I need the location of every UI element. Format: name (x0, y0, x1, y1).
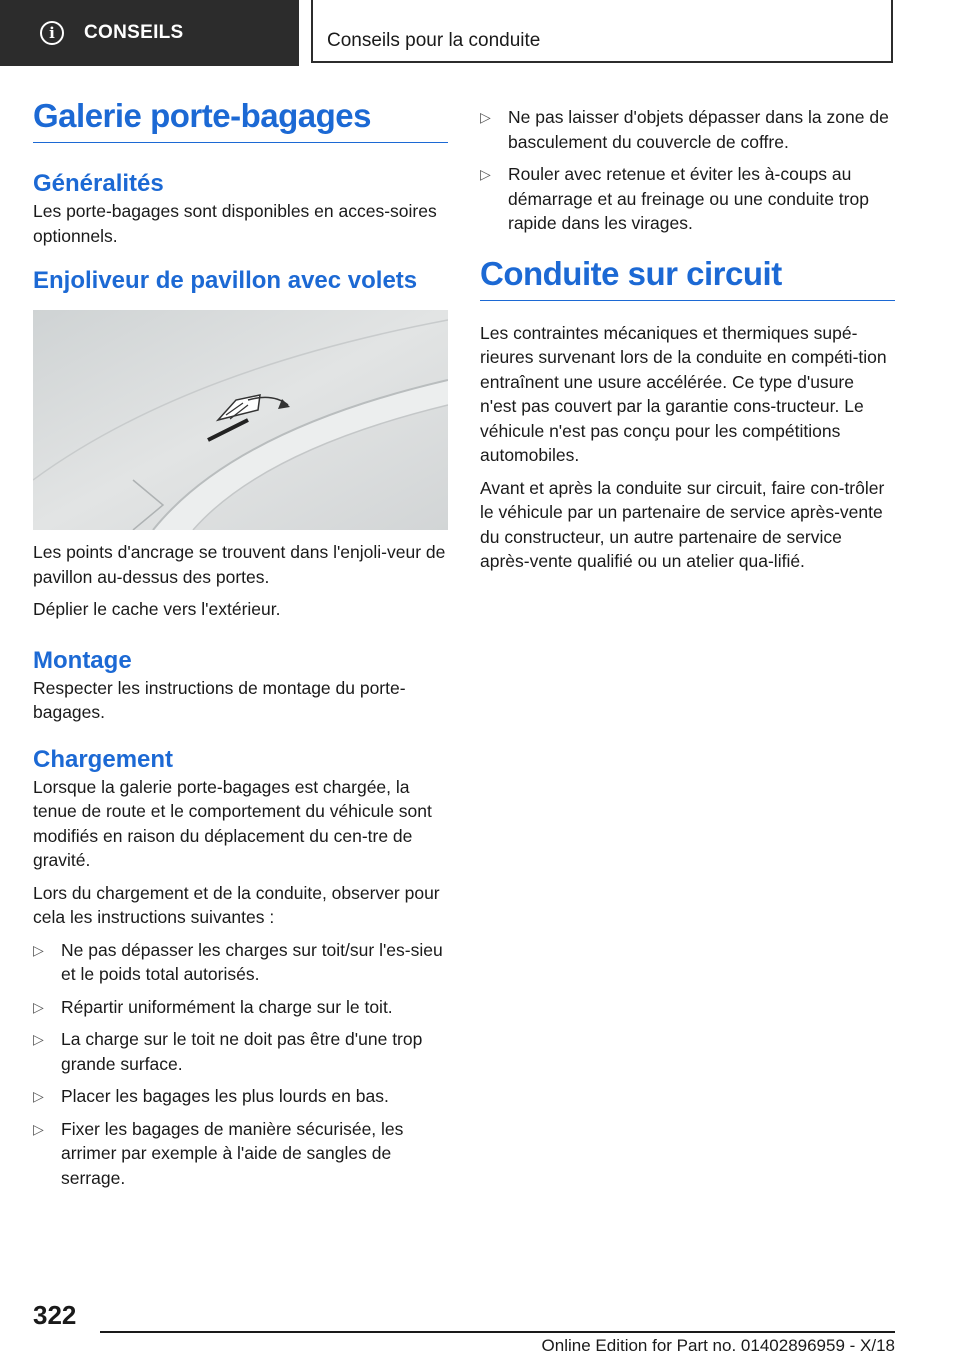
triangle-bullet-icon: ▷ (33, 1031, 44, 1047)
heading-generalites: Généralités (33, 170, 164, 197)
list-item: ▷ La charge sur le toit ne doit pas être d'une trop grande surface. (33, 1029, 423, 1074)
heading-enjoliveur: Enjoliveur de pavillon avec volets (33, 267, 418, 294)
enjoliveur-text-2: Déplier le cache vers l'extérieur. (33, 599, 281, 619)
list-item: ▷ Ne pas dépasser les charges sur toit/sur l'es-sieu et le poids total autorisés. (33, 939, 443, 984)
triangle-bullet-icon: ▷ (480, 166, 491, 182)
heading-conduite-circuit: Conduite sur circuit (480, 254, 895, 301)
heading-chargement: Chargement (33, 745, 174, 773)
footer-edition: Online Edition for Part no. 01402896959 - X/18 (541, 1336, 895, 1355)
header-section: Conseils pour la conduite (311, 0, 893, 63)
triangle-bullet-icon: ▷ (33, 941, 44, 958)
triangle-bullet-icon: ▷ (480, 109, 491, 125)
list-item: ▷ Ne pas laisser d'objets dépasser dans la zone de basculement du couvercle de coffre. (480, 107, 889, 152)
chargement-bullet-list (33, 938, 448, 1191)
header-category: CONSEILS (84, 22, 184, 43)
heading-montage: Montage (33, 646, 132, 674)
list-item: ▷ Placer les bagages les plus lourds en bas. (33, 1084, 448, 1109)
list-item: ▷ Répartir uniformément la charge sur le toit. (33, 995, 448, 1020)
list-item: ▷ Rouler avec retenue et éviter les à-coups au démarrage et au freinage ou une conduite trop rapide dans les virages. (480, 164, 869, 233)
roof-rail-photo (33, 310, 448, 530)
right-column (480, 105, 895, 574)
continued-bullet-list (480, 105, 895, 236)
footer-divider (100, 1331, 895, 1333)
triangle-bullet-icon: ▷ (33, 998, 44, 1015)
list-item: ▷ Fixer les bagages de manière sécurisée, les arrimer par exemple à l'aide de sangles de serrage. (33, 1118, 404, 1188)
circuit-text-2: Avant et après la conduite sur circuit, faire con-trôler le véhicule par un partenaire de service après-vente du constructeur, un autre partenaire de service après-vente qualifié ou un atelier qua-lifié. (480, 477, 885, 571)
triangle-bullet-icon: ▷ (33, 1088, 44, 1104)
info-icon: i (40, 21, 64, 45)
page-number: 322 (33, 1300, 77, 1330)
page-title: Galerie porte-bagages (33, 96, 448, 143)
circuit-text-1: Les contraintes mécaniques et thermiques supé-rieures survenant lors de la conduite en compéti-tion entraînent une usure accélérée. Ce type d'usure n'est pas couvert par la garantie cons-tructeur. Le véhicule n'est pas conçu pour les compétitions automobiles. (480, 322, 887, 465)
chargement-text-1: Lorsque la galerie porte-bagages est chargée, la tenue de route et le comportement du véhicule sont modifiés en raison du déplacement du cen-tre de gravité. (33, 776, 432, 870)
left-column (33, 96, 448, 1198)
montage-text: Respecter les instructions de montage du porte-bagages. (33, 677, 406, 722)
triangle-bullet-icon: ▷ (33, 1120, 44, 1137)
generalites-text: Les porte-bagages sont disponibles en acces-soires optionnels. (33, 201, 437, 246)
enjoliveur-text-1: Les points d'ancrage se trouvent dans l'enjoli-veur de pavillon au-dessus des portes. (33, 542, 446, 587)
chargement-text-2: Lors du chargement et de la conduite, observer pour cela les instructions suivantes : (33, 882, 440, 927)
header-category-bar (0, 0, 299, 66)
